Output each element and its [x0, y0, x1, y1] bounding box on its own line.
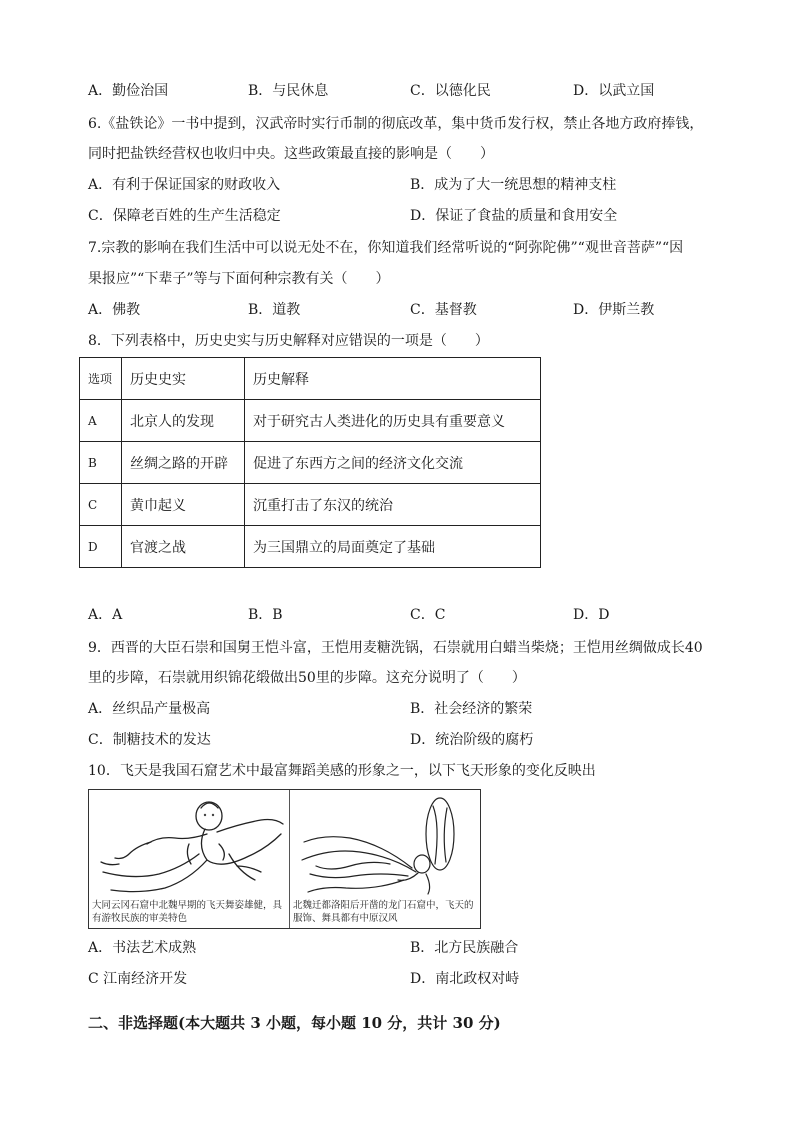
table-header-cell: 选项	[80, 358, 122, 400]
table-cell: 丝绸之路的开辟	[122, 442, 245, 484]
q6-stem-line2: 同时把盐铁经营权也收归中央。这些政策最直接的影响是（ ）	[88, 146, 494, 162]
table-cell: B	[80, 442, 122, 484]
q7-stem-line1: 7.宗教的影响在我们生活中可以说无处不在，你知道我们经常听说的“阿弥陀佛”“观世音菩萨”“因	[88, 240, 684, 256]
caption-right: 北魏迁都洛阳后开凿的龙门石窟中，飞天的服饰、舞具都有中原汉风	[293, 900, 474, 924]
q9-option-a: A．丝织品产量极高	[88, 701, 211, 717]
history-table	[79, 357, 541, 568]
feitian-figure	[88, 789, 481, 929]
q7-option-d: D．伊斯兰教	[573, 302, 655, 318]
table-row	[80, 526, 541, 568]
table-row	[80, 442, 541, 484]
table-cell: 黄巾起义	[122, 484, 245, 526]
table-cell: 为三国鼎立的局面奠定了基础	[245, 526, 541, 568]
q7-option-c: C．基督教	[410, 302, 477, 318]
q6-option-c: C．保障老百姓的生产生活稳定	[88, 208, 281, 224]
caption-left: 大同云冈石窟中北魏早期的飞天舞姿雄健，具有游牧民族的审美特色	[92, 900, 283, 924]
q8-stem: 8．下列表格中，历史史实与历史解释对应错误的一项是（ ）	[88, 333, 489, 349]
table-cell: A	[80, 400, 122, 442]
q6-option-a: A．有利于保证国家的财政收入	[88, 177, 281, 193]
q5-option-d: D．以武立国	[573, 83, 655, 99]
q7-stem-line2: 果报应”“下辈子”等与下面何种宗教有关（ ）	[88, 271, 390, 287]
longmen-feitian-panel	[290, 790, 480, 928]
q10-option-d: D．南北政权对峙	[410, 971, 520, 987]
table-cell: 促进了东西方之间的经济文化交流	[245, 442, 541, 484]
q9-stem-line2: 里的步障，石崇就用织锦花缎做出50里的步障。这充分说明了（ ）	[88, 670, 526, 686]
q5-option-a: A．勤俭治国	[88, 83, 169, 99]
q6-option-b: B．成为了大一统思想的精神支柱	[410, 177, 617, 193]
q9-option-d: D．统治阶级的腐朽	[410, 732, 534, 748]
q10-option-b: B．北方民族融合	[410, 940, 519, 956]
table-cell: C	[80, 484, 122, 526]
table-cell: 官渡之战	[122, 526, 245, 568]
table-header-cell: 历史解释	[245, 358, 541, 400]
table-row	[80, 484, 541, 526]
yungang-feitian-illustration	[89, 794, 289, 899]
q7-option-a: A．佛教	[88, 302, 141, 318]
q10-option-a: A．书法艺术成熟	[88, 940, 197, 956]
q10-stem: 10．飞天是我国石窟艺术中最富舞蹈美感的形象之一，以下飞天形象的变化反映出	[88, 763, 596, 779]
q5-option-b: B．与民休息	[248, 83, 329, 99]
q8-option-a: A．A	[88, 607, 123, 623]
yungang-feitian-panel	[89, 790, 290, 928]
q6-stem-line1: 6.《盐铁论》一书中提到，汉武帝时实行币制的彻底改革，集中货币发行权，禁止各地方政府捧钱，	[88, 116, 704, 132]
table-cell: 沉重打击了东汉的统治	[245, 484, 541, 526]
q8-option-d: D．D	[573, 607, 610, 623]
longmen-feitian-illustration	[290, 794, 480, 899]
q8-option-c: C．C	[410, 607, 446, 623]
table-header-row	[80, 358, 541, 400]
table-header-cell: 历史史实	[122, 358, 245, 400]
table-row	[80, 400, 541, 442]
q5-option-c: C．以德化民	[410, 83, 491, 99]
q9-option-b: B．社会经济的繁荣	[410, 701, 533, 717]
table-cell: D	[80, 526, 122, 568]
table-cell: 对于研究古人类进化的历史具有重要意义	[245, 400, 541, 442]
q9-option-c: C．制糖技术的发达	[88, 732, 211, 748]
q10-option-c: C 江南经济开发	[88, 971, 188, 987]
q7-option-b: B．道教	[248, 302, 301, 318]
q6-option-d: D．保证了食盐的质量和食用安全	[410, 208, 618, 224]
section-heading: 二、非选择题(本大题共 3 小题，每小题 10 分，共计 30 分)	[88, 1014, 501, 1032]
q8-option-b: B．B	[248, 607, 283, 623]
table-cell: 北京人的发现	[122, 400, 245, 442]
q9-stem-line1: 9．西晋的大臣石崇和国舅王恺斗富，王恺用麦糖洗锅，石崇就用白蜡当柴烧；王恺用丝绸做成长40	[88, 640, 703, 656]
